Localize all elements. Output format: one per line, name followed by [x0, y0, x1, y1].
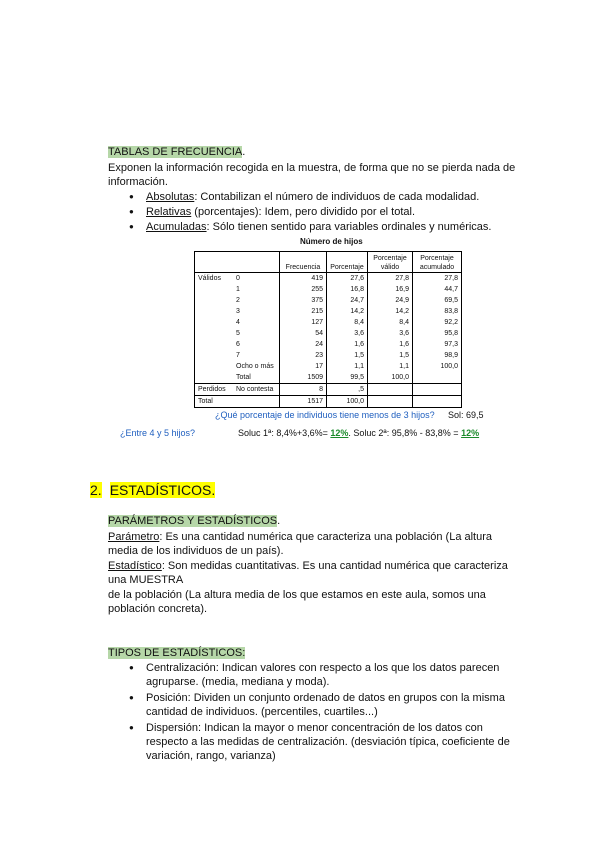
list-item: ● Dispersión: Indican la mayor o menor concentración de los datos con respecto a las medidas de centralización. (desviación típica, coeficiente de variación, rango, varianza) — [108, 721, 548, 763]
table-row: Válidos 0 419 27,6 27,8 27,8 — [195, 273, 461, 285]
section-2-heading: 2. ESTADÍSTICOS. — [90, 482, 216, 498]
table-corner — [195, 252, 280, 273]
frequency-table — [195, 252, 461, 407]
table-row: 4 127 8,4 8,4 92,2 — [195, 317, 461, 328]
estad-line-2: una MUESTRA — [108, 574, 184, 586]
header-porcentaje: Porcentaje — [327, 252, 368, 273]
header-porcentaje-acumulado: Porcentaje acumulado — [413, 252, 462, 273]
estad-line-3: de la población (La altura media de los que estamos en este aula, somos una — [108, 589, 486, 601]
estad-line-1: Estadístico: Son medidas cuantitativas. Es una cantidad numérica que caracteriza — [108, 560, 508, 572]
intro-line-2: información. — [108, 176, 168, 188]
list-item: ● Posición: Dividen un conjunto ordenado de datos en grupos con la misma cantidad de individuos. (percentiles, cuartiles...) — [108, 691, 548, 719]
table-row: Perdidos No contesta 8 ,5 — [195, 384, 461, 396]
estad-line-4: población concreta). — [108, 603, 208, 615]
question-2: ¿Entre 4 y 5 hijos? — [120, 428, 196, 438]
table-row: 5 54 3,6 3,6 95,8 — [195, 328, 461, 339]
param-line-1: Parámetro: Es una cantidad numérica que caracteriza una población (La altura — [108, 531, 493, 543]
question-1: ¿Qué porcentaje de individuos tiene menos de 3 hijos? — [215, 410, 435, 420]
intro-line-1: Exponen la información recogida en la muestra, de forma que no se pierda nada de — [108, 162, 516, 174]
group-lost-label: Perdidos — [195, 384, 233, 396]
table-row: 1 255 16,8 16,9 44,7 — [195, 284, 461, 295]
header-porcentaje-valido: Porcentaje válido — [368, 252, 413, 273]
param-line-2: media de los individuos de un país). — [108, 545, 284, 557]
list-item: ● Relativas (porcentajes): Idem, pero dividido por el total. — [108, 205, 548, 219]
table-row: Total 1509 99,5 100,0 — [195, 372, 461, 384]
header-frecuencia: Frecuencia — [280, 252, 327, 273]
table-row: 7 23 1,5 1,5 98,9 — [195, 350, 461, 361]
tipos-list — [108, 661, 548, 763]
table-title: Número de hijos — [300, 237, 363, 246]
list-item: ● Absolutas: Contabilizan el número de individuos de cada modalidad. — [108, 190, 548, 204]
table-row: 2 375 24,7 24,9 69,5 — [195, 295, 461, 306]
table-row: 3 215 14,2 14,2 83,8 — [195, 306, 461, 317]
grand-total-label: Total — [195, 396, 233, 408]
tipos-heading: TIPOS DE ESTADÍSTICOS: — [108, 647, 246, 659]
table-row: 6 24 1,6 1,6 97,3 — [195, 339, 461, 350]
table-row: Total 1517 100,0 — [195, 396, 461, 408]
freq-heading: TABLAS DE FRECUENCIA. — [108, 146, 246, 158]
params-heading: PARÁMETROS Y ESTADÍSTICOS. — [108, 515, 281, 527]
solution-1: Sol: 69,5 — [448, 410, 484, 420]
group-valid-label: Válidos — [198, 275, 221, 282]
list-item: ● Acumuladas: Sólo tienen sentido para variables ordinales y numéricas. — [108, 220, 548, 234]
table-row: Ocho o más 17 1,1 1,1 100,0 — [195, 361, 461, 372]
list-item: ● Centralización: Indican valores con respecto a los que los datos parecen agruparse. (media, mediana y moda). — [108, 661, 548, 689]
solution-2: Soluc 1ª: 8,4%+3,6%= 12%. Soluc 2ª: 95,8% - 83,8% = 12% — [238, 428, 480, 438]
freq-type-list — [108, 190, 548, 234]
